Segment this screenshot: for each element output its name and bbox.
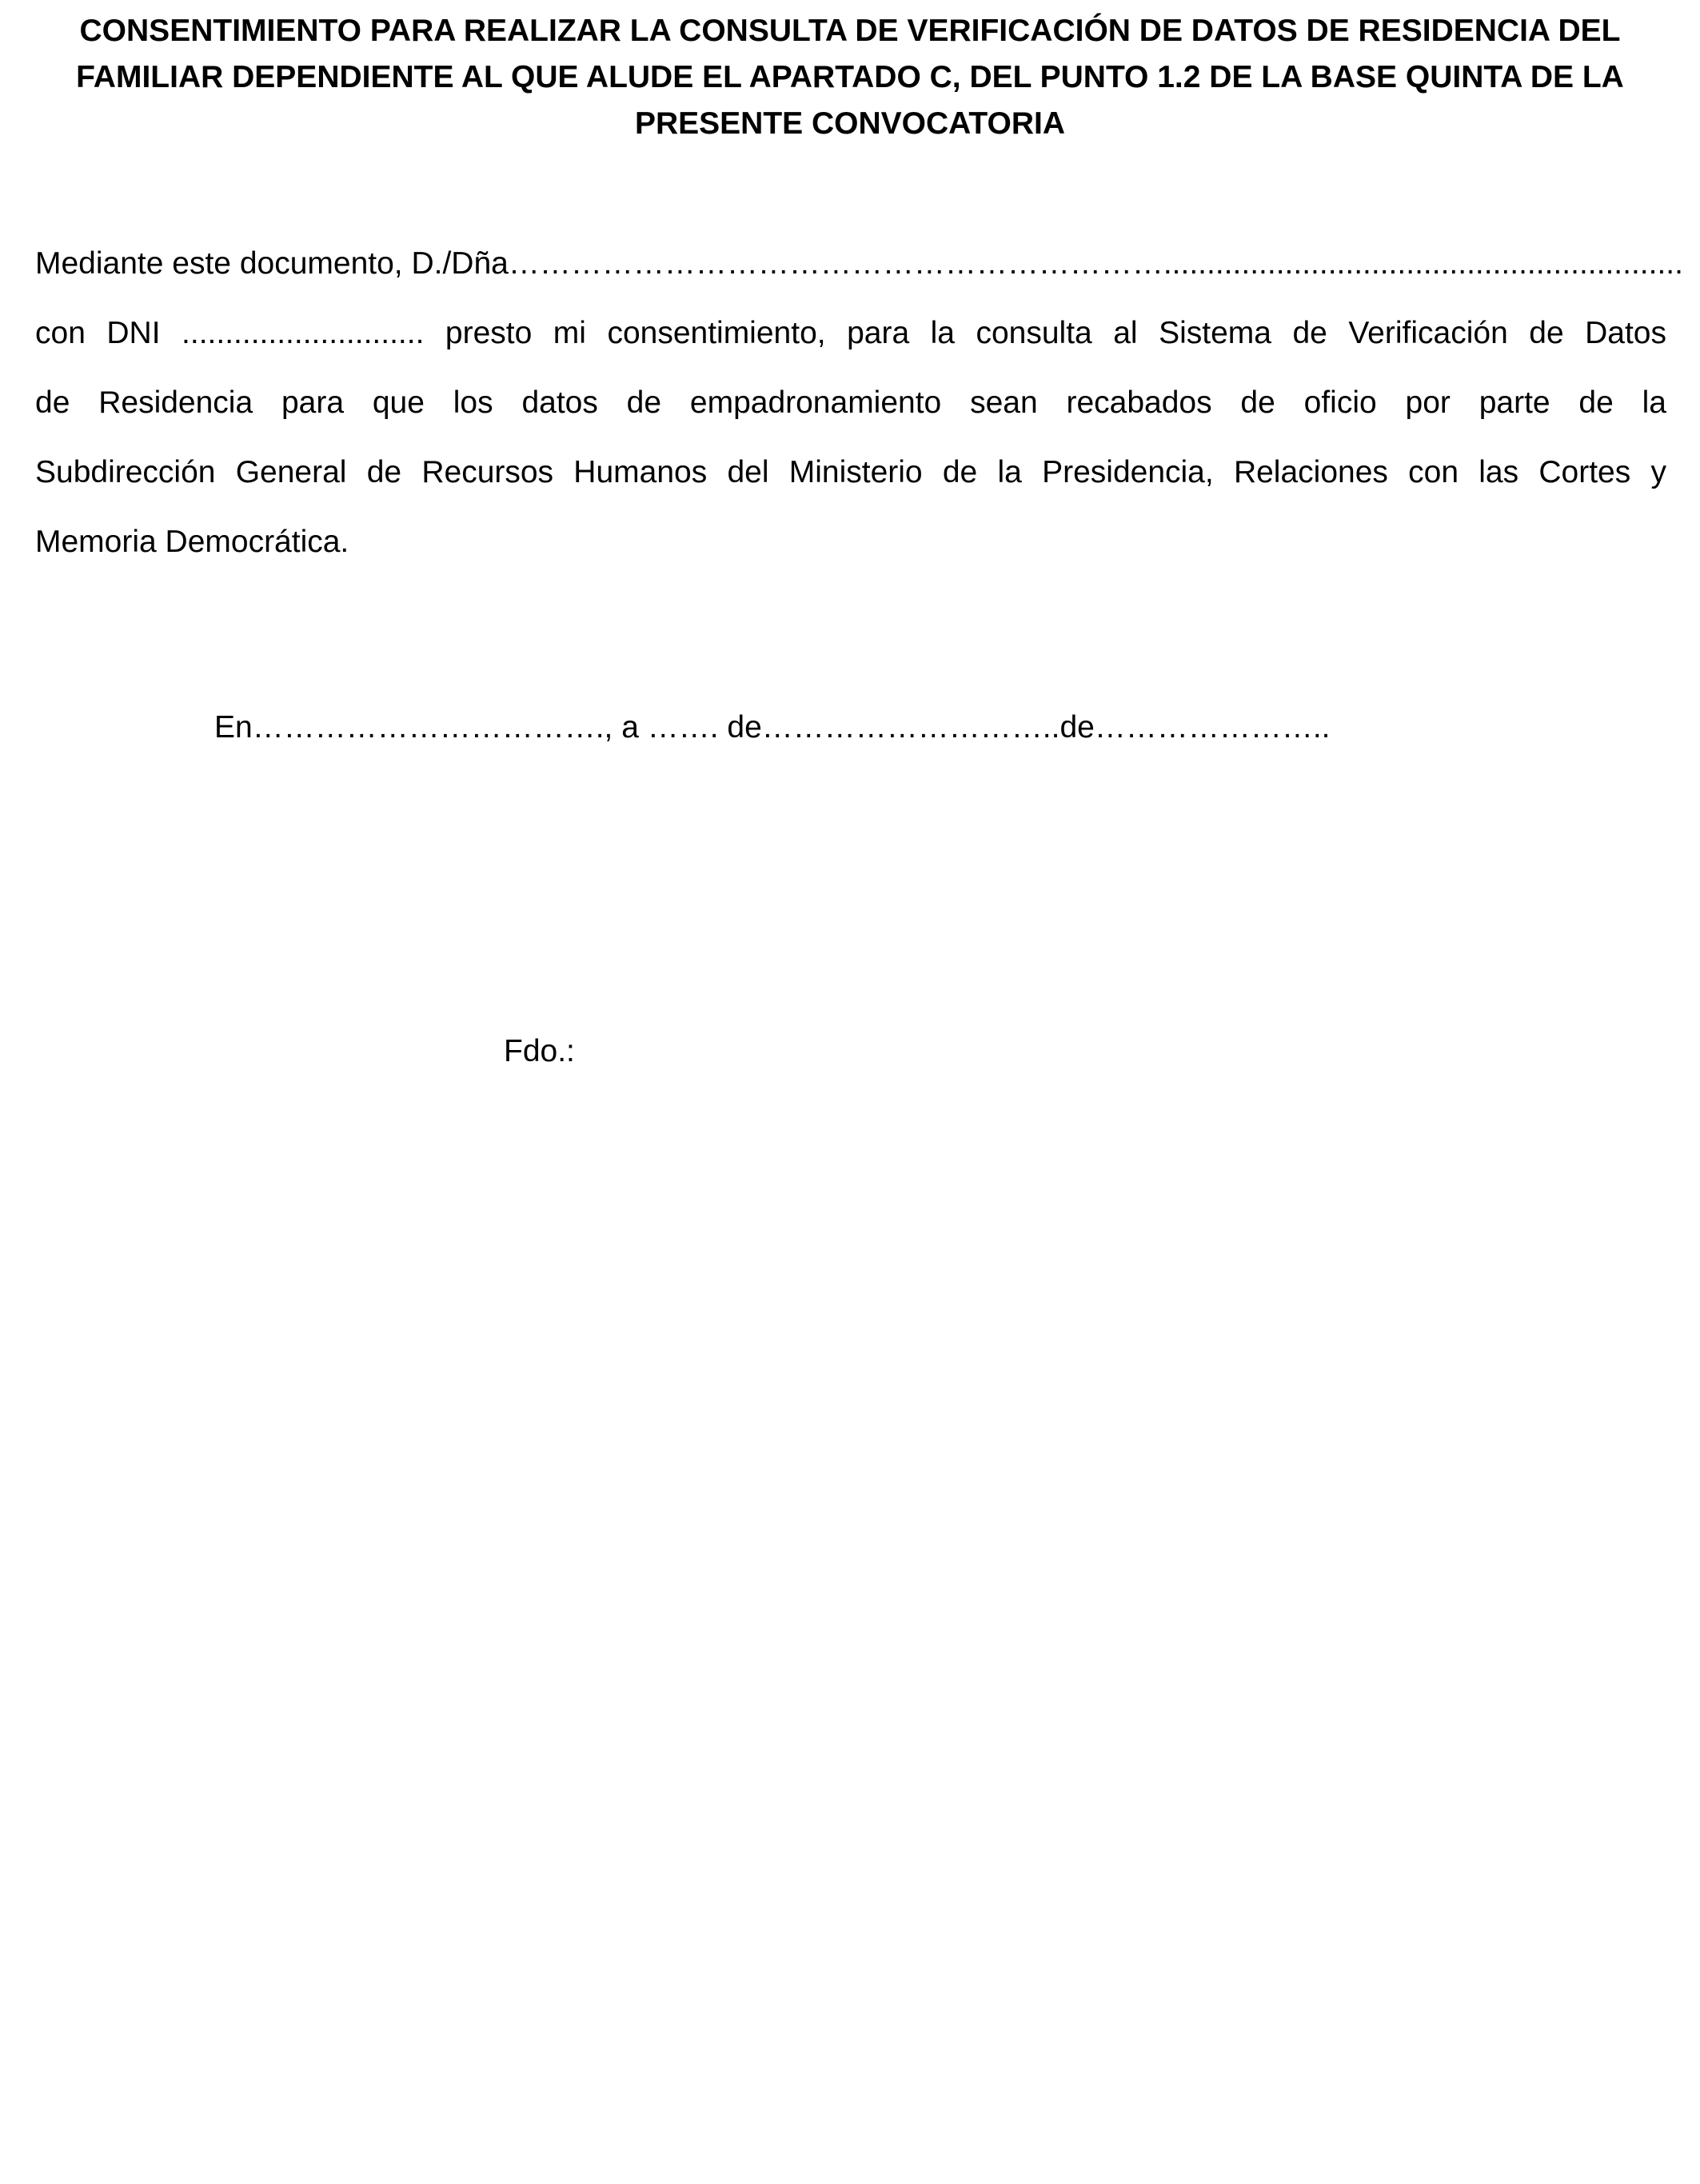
signature-label: Fdo.: [504,1034,575,1068]
title-line-2: FAMILIAR DEPENDIENTE AL QUE ALUDE EL APARTADO C, DEL PUNTO 1.2 DE LA BASE QUINTA DE LA [76,60,1624,94]
body-line-name: Mediante este documento, D./Dña………………………………………………………............................................................ [35,246,1683,281]
date-place-line: En……………………………., a ……. de………………………..de………………….. [214,710,1331,745]
body-line-subdireccion: Subdirección General de Recursos Humanos del Ministerio de la Presidencia, Relaciones con las Cortes y [35,455,1666,489]
title-line-3: PRESENTE CONVOCATORIA [634,106,1066,141]
document-title [48,8,1652,147]
body-line-residencia: de Residencia para que los datos de empadronamiento sean recabados de oficio por parte de la [35,385,1666,420]
title-line-1: CONSENTIMIENTO PARA REALIZAR LA CONSULTA DE VERIFICACIÓN DE DATOS DE RESIDENCIA DEL [79,14,1621,48]
body-line-memoria: Memoria Democrática. [35,525,349,559]
body-line-dni: con DNI ............................ presto mi consentimiento, para la consulta al Sistema de Verificación de Datos [35,316,1666,350]
